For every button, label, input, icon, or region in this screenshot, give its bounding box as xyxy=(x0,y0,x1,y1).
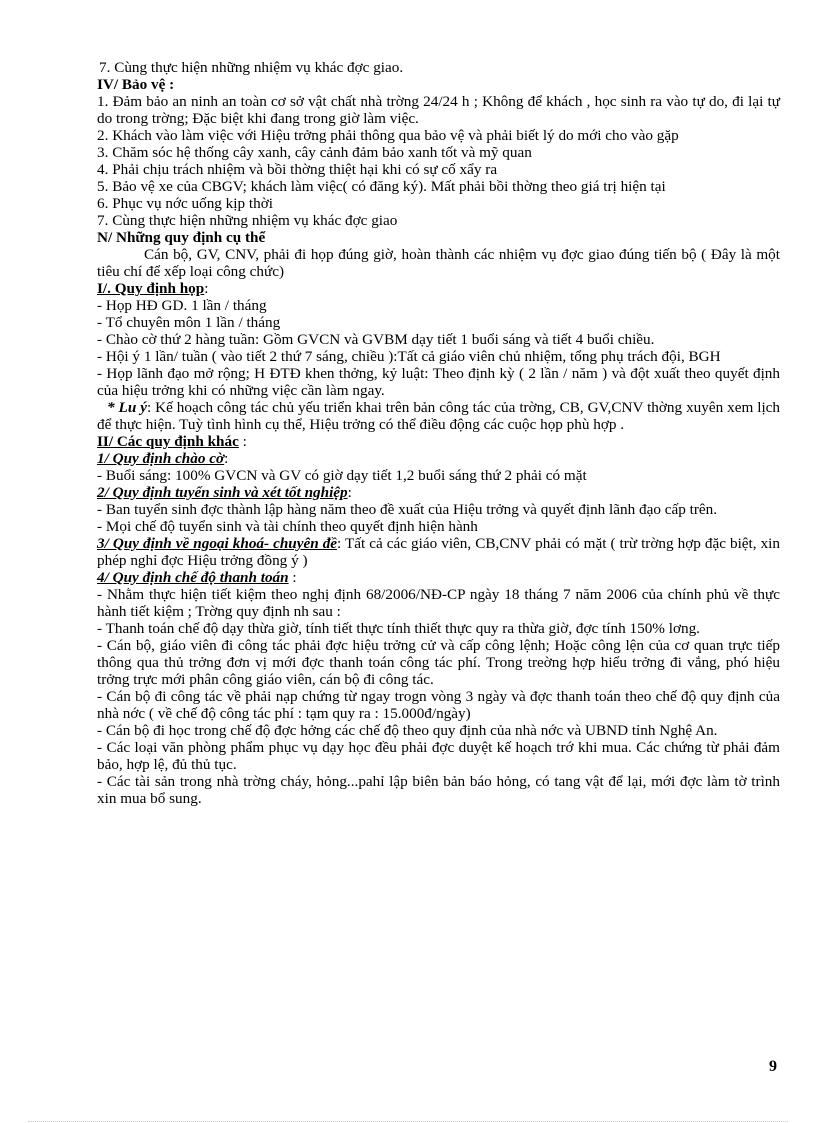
subsection-heading xyxy=(97,569,780,586)
paragraph: - Tổ chuyên môn 1 lần / tháng xyxy=(97,314,281,331)
paragraph: 5. Bảo vệ xe của CBGV; khách làm việc( có đăng ký). Mất phải bồi thờng theo giá trị hiện tại xyxy=(97,178,666,195)
heading-text: II/ Các quy định khác xyxy=(97,433,239,450)
section-heading-hop xyxy=(97,280,780,297)
paragraph: - Nhằm thực hiện tiết kiệm theo nghị định 68/2006/NĐ-CP ngày 18 tháng 7 năm 2006 của chính phủ về thực hành tiết kiệm ; Trờng quy định nh sau : xyxy=(97,586,780,620)
heading-colon: : xyxy=(224,450,229,467)
paragraph: 2. Khách vào làm việc với Hiệu trởng phải thông qua bảo vệ và phải biết lý do mới cho vào gặp xyxy=(97,127,679,144)
paragraph: - Thanh toán chế độ dạy thừa giờ, tính tiết thực tính thiết thực quy ra thừa giờ, đợc tính 150% lơng. xyxy=(97,620,700,637)
subsection-heading xyxy=(97,484,780,501)
paragraph: 6. Phục vụ nớc uống kịp thời xyxy=(97,195,273,212)
paragraph: Cán bộ, GV, CNV, phải đi họp đúng giờ, hoàn thành các nhiệm vụ đợc giao đúng tiến bộ ( Đây là một tiêu chí để xếp loại công chức) xyxy=(97,246,780,280)
note-paragraph xyxy=(97,399,780,433)
heading-text: 1/ Quy định chào cờ xyxy=(97,450,225,467)
paragraph: - Hội ý 1 lần/ tuần ( vào tiết 2 thứ 7 sáng, chiều ):Tất cả giáo viên chủ nhiệm, tổng phụ trách đội, BGH xyxy=(97,348,721,365)
heading-colon: : xyxy=(204,280,209,297)
paragraph: 3. Chăm sóc hệ thống cây xanh, cây cảnh đảm bảo xanh tốt và mỹ quan xyxy=(97,144,532,161)
heading-colon: : xyxy=(347,484,352,501)
footer-divider xyxy=(28,1121,788,1122)
paragraph: - Các tài sản trong nhà trờng cháy, hỏng...pahỉ lập biên bản báo hỏng, có tang vật để lại, mới đợc làm tờ trình xin mua bổ sung. xyxy=(97,773,780,807)
paragraph: - Họp lãnh đạo mở rộng; H ĐTĐ khen thởng, kỷ luật: Theo định kỳ ( 2 lần / năm ) và đột xuất theo quyết định của hiệu trởng khi có những việc cần làm ngay. xyxy=(97,365,780,399)
heading-text: 3/ Quy định về ngoại khoá- chuyên đề xyxy=(97,535,338,552)
paragraph: - Ban tuyển sinh đợc thành lập hàng năm theo đề xuất của Hiệu trởng và quyết định lãnh đạo cấp trên. xyxy=(97,501,718,518)
heading-text: I/. Quy định họp xyxy=(97,280,205,297)
heading-text: 4/ Quy định chế độ thanh toán xyxy=(97,569,289,586)
paragraph: - Cán bộ đi công tác về phải nạp chứng từ ngay trogn vòng 3 ngày và đợc thanh toán theo chế độ quy định của nhà nớc ( về chế độ công tác phí : tạm quy ra : 15.000đ/ngày) xyxy=(97,688,780,722)
note-text: : Kế hoạch công tác chủ yếu triển khai trên bản công tác của trờng, CB, GV,CNV thờng xuyên xem lịch để thực hiện. Tuỳ tình hình cụ thể, Hiệu trởng có thể điều động các cuộc họp phù hợp . xyxy=(97,399,781,433)
paragraph: - Buổi sáng: 100% GVCN và GV có giờ dạy tiết 1,2 buổi sáng thứ 2 phải có mặt xyxy=(97,467,587,484)
paragraph: - Chào cờ thứ 2 hàng tuần: Gồm GVCN và GVBM dạy tiết 1 buổi sáng và tiết 4 buổi chiều. xyxy=(97,331,655,348)
section-heading-quy-dinh: N/ Những quy định cụ thể xyxy=(97,229,266,246)
note-label: * Lu ý xyxy=(107,399,147,416)
paragraph-text: : Tất cả các giáo viên, CB,CNV phải có mặt ( trừ trờng hợp đặc biệt, xin phép nghỉ đợc Hiệu trởng đồng ý ) xyxy=(97,535,780,569)
paragraph: - Họp HĐ GD. 1 lần / tháng xyxy=(97,297,267,314)
paragraph: 1. Đảm bảo an ninh an toàn cơ sở vật chất nhà trờng 24/24 h ; Không để khách , học sinh ra vào tự do, đi lại tự do trong trờng; Đặc biệt khi đang trong giờ làm việc. xyxy=(97,93,780,127)
section-heading-khac xyxy=(97,433,780,450)
heading-colon: : xyxy=(288,569,297,586)
paragraph: 7. Cùng thực hiện những nhiệm vụ khác đợc giao. xyxy=(99,59,404,76)
heading-colon: : xyxy=(238,433,247,450)
paragraph: 4. Phải chịu trách nhiệm và bồi thờng thiệt hại khi có sự cố xẩy ra xyxy=(97,161,498,178)
section-heading-bao-ve: IV/ Bảo vệ : xyxy=(97,76,175,93)
heading-text: 2/ Quy định tuyển sinh và xét tốt nghiệp xyxy=(97,484,348,501)
paragraph: - Mọi chế độ tuyển sinh và tài chính theo quyết định hiện hành xyxy=(97,518,478,535)
page-number: 9 xyxy=(769,1058,777,1075)
paragraph: - Cán bộ, giáo viên đi công tác phải đợc hiệu trởng cử và cấp công lệnh; Hoặc công lện của cơ quan trực tiếp thông qua thủ trởng đơn vị mới đợc thanh toán công tác phí. Trong treờng hợp hiểu trởng đi vắng, phó hiệu trởng trực mới phân công giáo viên, cán bộ đi công tác. xyxy=(97,637,780,688)
document-page xyxy=(97,59,780,807)
subsection-paragraph xyxy=(97,535,780,569)
paragraph: - Cán bộ đi học trong chế độ đợc hởng các chế độ theo quy định của nhà nớc và UBND tỉnh Nghệ An. xyxy=(97,722,718,739)
subsection-heading xyxy=(97,450,780,467)
paragraph: 7. Cùng thực hiện những nhiệm vụ khác đợc giao xyxy=(97,212,398,229)
paragraph: - Các loại văn phòng phẩm phục vụ dạy học đều phải đợc duyệt kế hoạch trớ khi mua. Các chứng từ phải đảm bảo, hợp lệ, đủ thủ tục. xyxy=(97,739,780,773)
